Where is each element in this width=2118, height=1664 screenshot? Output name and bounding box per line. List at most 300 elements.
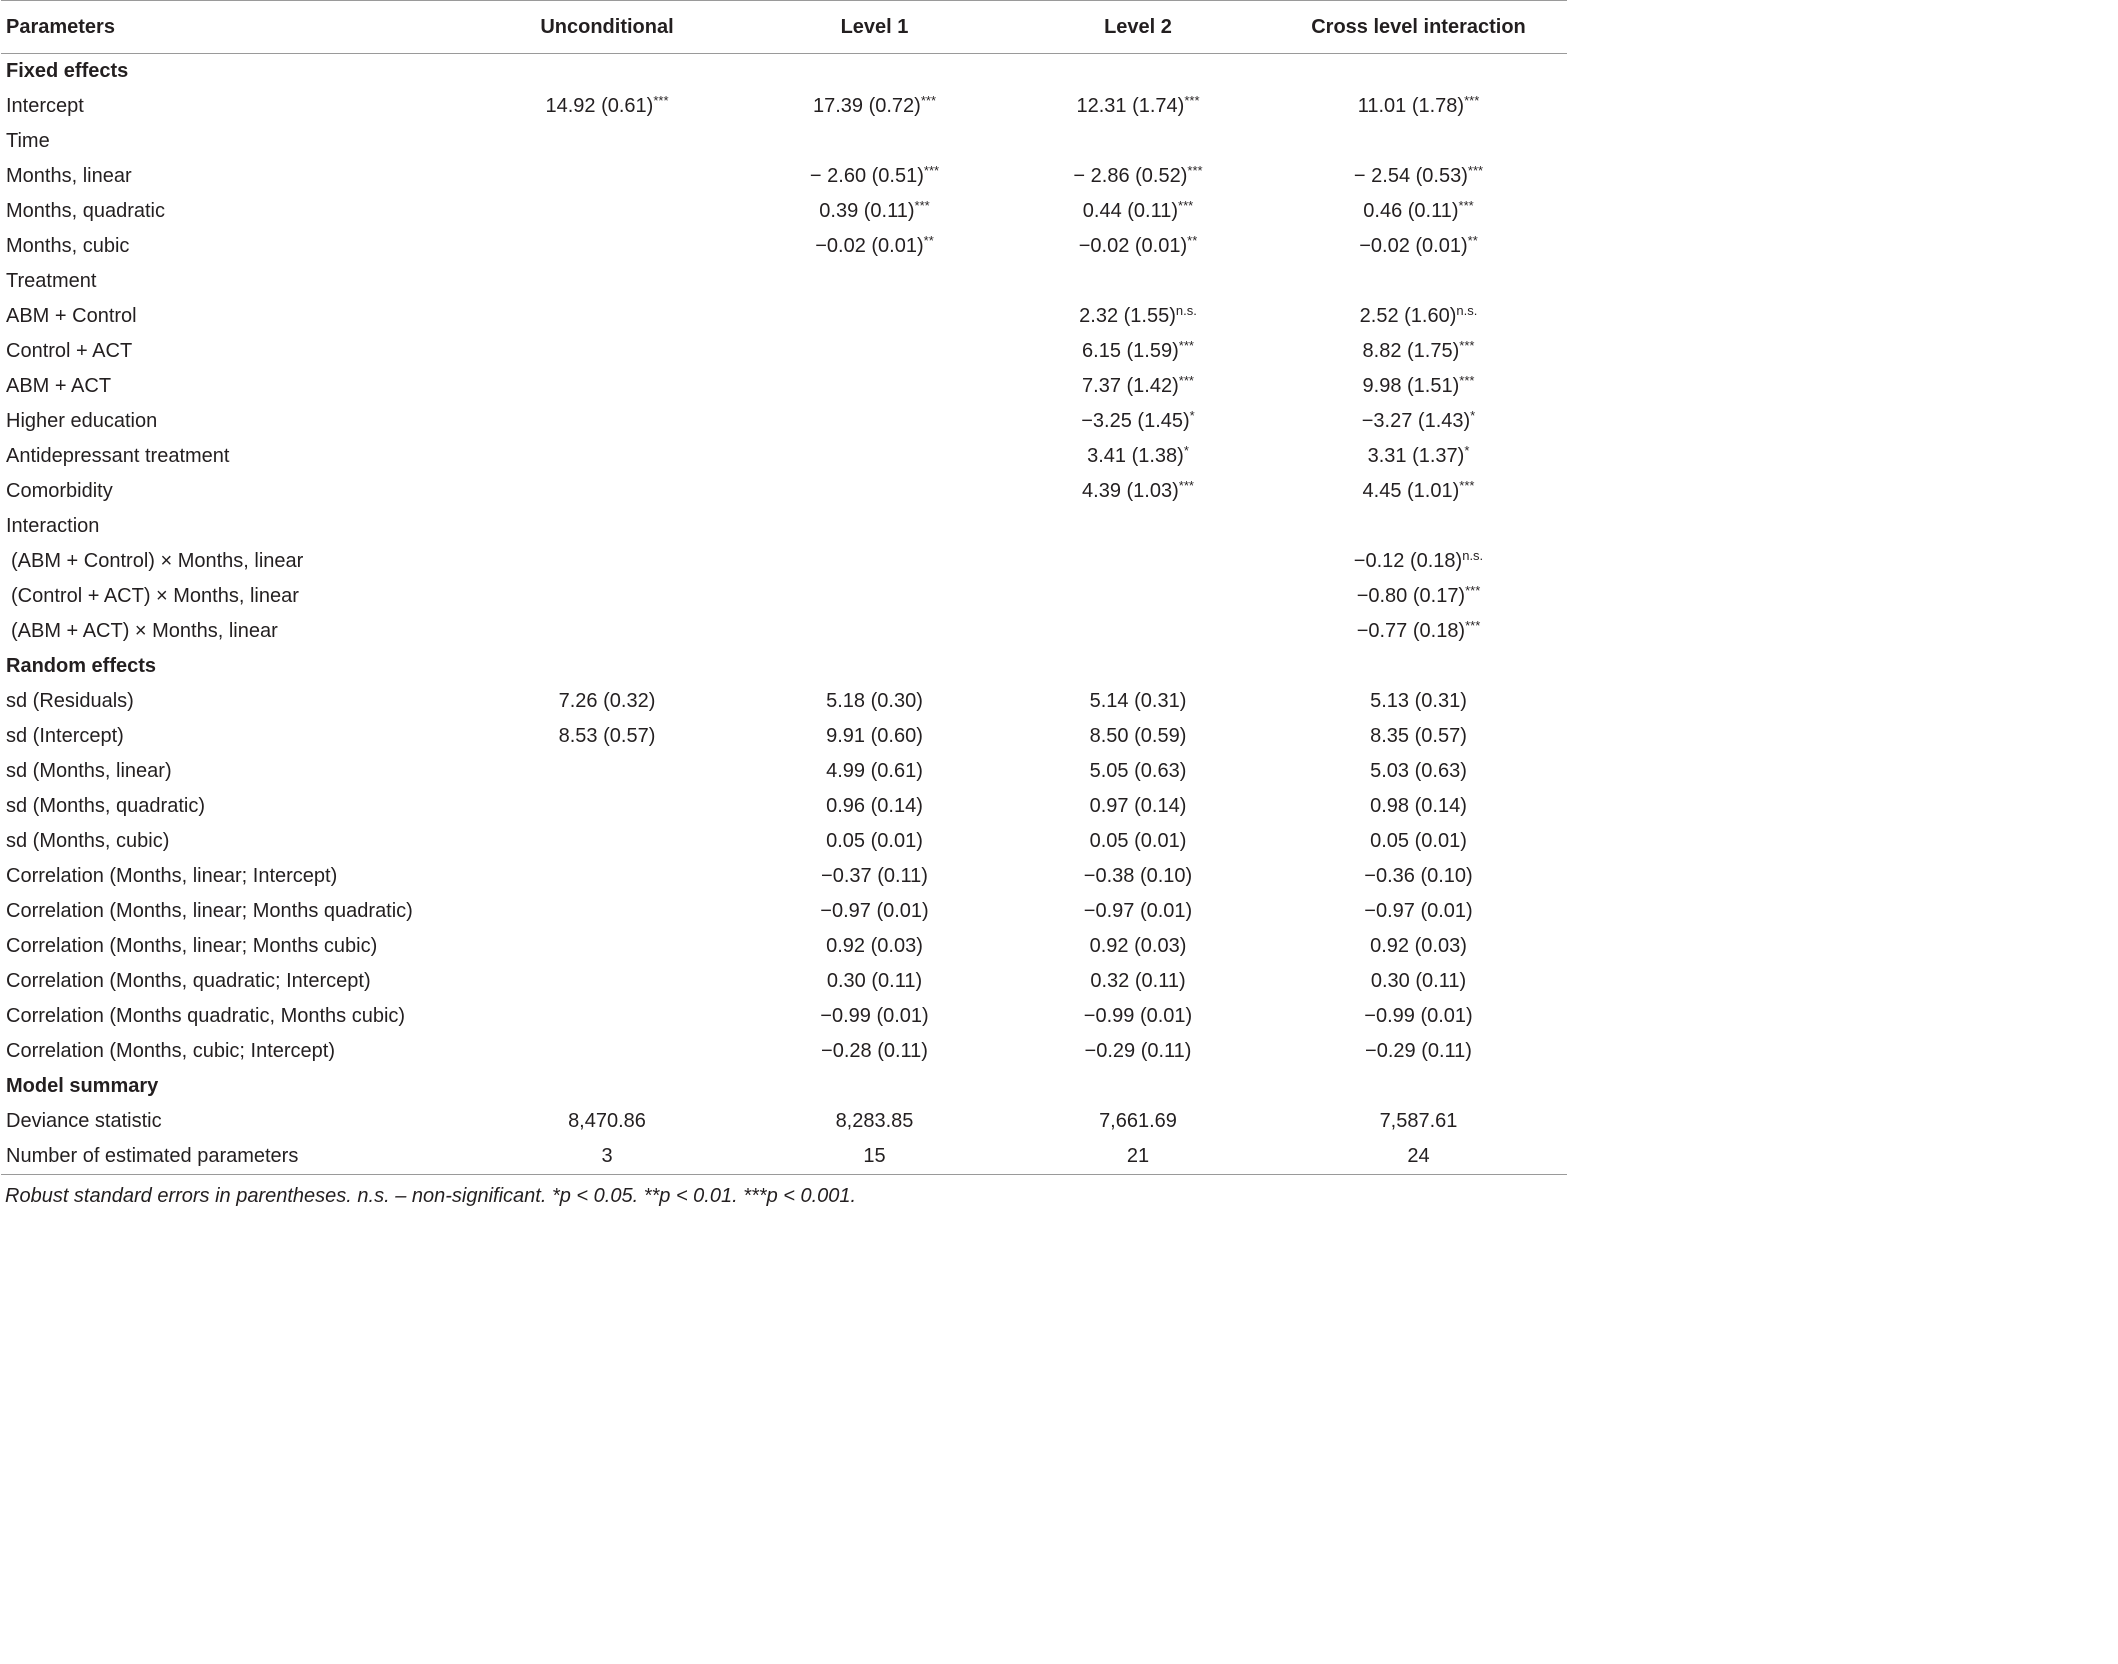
cell-level-1 xyxy=(743,859,1006,894)
cell-cross-level xyxy=(1270,614,1567,649)
table-row xyxy=(1,264,1567,299)
significance-marker: ** xyxy=(1187,233,1198,248)
table-row xyxy=(1,964,1567,999)
cell-value: 7.26 (0.32) xyxy=(558,690,656,712)
cell-value: 5.05 (0.63) xyxy=(1089,760,1187,782)
cell-value: − 2.86 (0.52)*** xyxy=(1073,163,1203,187)
cell-cross-level xyxy=(1270,754,1567,789)
cell-cross-level xyxy=(1270,299,1567,334)
cell-level-1 xyxy=(743,54,1006,90)
significance-marker: *** xyxy=(1459,373,1475,388)
cell-level-2 xyxy=(1006,124,1270,159)
cell-level-1 xyxy=(743,789,1006,824)
cell-value: 0.05 (0.01) xyxy=(1089,830,1187,852)
significance-marker: ** xyxy=(923,233,934,248)
table-body xyxy=(1,54,1567,1175)
cell-level-2 xyxy=(1006,1034,1270,1069)
row-label: (ABM + Control) × Months, linear xyxy=(11,550,304,572)
row-label: Control + ACT xyxy=(6,340,133,362)
cell-unconditional xyxy=(471,89,743,124)
cell-level-2 xyxy=(1006,159,1270,194)
table-row xyxy=(1,544,1567,579)
cell-unconditional xyxy=(471,964,743,999)
cell-unconditional xyxy=(471,334,743,369)
row-label: Correlation (Months, linear; Months cubic) xyxy=(6,935,378,957)
cell-value: 9.91 (0.60) xyxy=(826,725,923,747)
cell-value: 11.01 (1.78)*** xyxy=(1357,93,1480,117)
row-label: Treatment xyxy=(6,270,97,292)
table-row xyxy=(1,299,1567,334)
table-row xyxy=(1,369,1567,404)
cell-value: −0.02 (0.01)** xyxy=(815,233,934,257)
cell-value: 0.32 (0.11) xyxy=(1090,970,1186,992)
significance-marker: *** xyxy=(920,93,937,108)
cell-level-1 xyxy=(743,89,1006,124)
cell-cross-level xyxy=(1270,264,1567,299)
cell-value: 2.52 $(1.60)^{n.s.}$ xyxy=(1359,303,1478,327)
cell-value: 0.44 (0.11)*** xyxy=(1082,198,1194,222)
regression-table xyxy=(1,0,1567,1175)
cell-level-1 xyxy=(743,719,1006,754)
cell-unconditional xyxy=(471,1034,743,1069)
cell-value: 12.31 (1.74)*** xyxy=(1076,93,1200,117)
cell-value: 0.46 (0.11)*** xyxy=(1363,198,1474,222)
table-row xyxy=(1,1104,1567,1139)
cell-value: 14.92 (0.61)*** xyxy=(545,93,669,117)
table-row xyxy=(1,509,1567,544)
significance-marker: n.s. xyxy=(1175,303,1197,318)
cell-value: 5.13 (0.31) xyxy=(1370,690,1467,712)
significance-marker: *** xyxy=(1178,338,1194,353)
cell-value: −0.37 (0.11) xyxy=(821,865,928,887)
cell-level-2 xyxy=(1006,579,1270,614)
cell-unconditional xyxy=(471,369,743,404)
cell-level-2 xyxy=(1006,614,1270,649)
cell-unconditional xyxy=(471,789,743,824)
cell-unconditional xyxy=(471,404,743,439)
cell-level-1 xyxy=(743,369,1006,404)
cell-unconditional xyxy=(471,1139,743,1175)
cell-cross-level xyxy=(1270,194,1567,229)
row-label: Comorbidity xyxy=(6,480,113,502)
row-label: Number of estimated parameters xyxy=(1,1139,471,1175)
table-footnote: Robust standard errors in parentheses. n.s. – non-significant. *p < 0.05. **p < 0.01. ***p < 0.001. xyxy=(5,1185,857,1207)
cell-level-1 xyxy=(743,684,1006,719)
table-row xyxy=(1,439,1567,474)
cell-level-1 xyxy=(743,159,1006,194)
cell-level-2 xyxy=(1006,649,1270,684)
significance-marker: *** xyxy=(1459,478,1475,493)
cell-value: 8.82 (1.75)*** xyxy=(1362,338,1475,362)
cell-level-2 xyxy=(1006,964,1270,999)
cell-cross-level xyxy=(1270,89,1567,124)
cell-cross-level xyxy=(1270,649,1567,684)
cell-value: 0.96 (0.14) xyxy=(826,795,923,817)
cell-unconditional xyxy=(471,509,743,544)
header-parameters: Parameters xyxy=(1,1,471,54)
cell-value: 8,283.85 xyxy=(835,1110,914,1132)
cell-level-2 xyxy=(1006,89,1270,124)
section-row xyxy=(1,54,1567,90)
cell-unconditional xyxy=(471,649,743,684)
cell-value: −0.99 (0.01) xyxy=(1364,1005,1473,1027)
table-row xyxy=(1,789,1567,824)
row-label: Time xyxy=(6,130,50,152)
cell-cross-level xyxy=(1270,159,1567,194)
cell-level-2 xyxy=(1006,719,1270,754)
cell-level-2 xyxy=(1006,369,1270,404)
cell-unconditional xyxy=(471,299,743,334)
cell-value: −0.99 (0.01) xyxy=(820,1005,929,1027)
cell-cross-level xyxy=(1270,404,1567,439)
cell-value: 9.98 (1.51)*** xyxy=(1362,373,1475,397)
cell-cross-level xyxy=(1270,229,1567,264)
table-row xyxy=(1,404,1567,439)
table-row xyxy=(1,229,1567,264)
significance-marker: *** xyxy=(1464,93,1480,108)
cell-level-1 xyxy=(743,299,1006,334)
cell-value: 0.30 (0.11) xyxy=(1370,970,1467,992)
significance-marker: *** xyxy=(1178,373,1194,388)
cell-cross-level xyxy=(1270,999,1567,1034)
cell-value: 3 xyxy=(601,1145,613,1167)
cell-level-2 xyxy=(1006,999,1270,1034)
cell-cross-level xyxy=(1270,509,1567,544)
significance-marker: *** xyxy=(1467,163,1484,178)
cell-value: 17.39 (0.72)*** xyxy=(812,93,937,117)
significance-marker: * xyxy=(1464,443,1470,458)
cell-level-1 xyxy=(743,999,1006,1034)
cell-value: −0.99 (0.01) xyxy=(1083,1005,1193,1027)
cell-level-1 xyxy=(743,824,1006,859)
section-heading: Model summary xyxy=(6,1075,159,1097)
cell-value: 5.18 (0.30) xyxy=(826,690,923,712)
row-label: Higher education xyxy=(6,410,158,432)
cell-level-1 xyxy=(743,1034,1006,1069)
cell-level-2 xyxy=(1006,1069,1270,1104)
row-label: sd (Months, cubic) xyxy=(6,830,170,852)
table-header xyxy=(1,1,1567,54)
cell-level-1 xyxy=(743,754,1006,789)
cell-cross-level xyxy=(1270,964,1567,999)
cell-value: 6.15 (1.59)*** xyxy=(1082,338,1194,362)
cell-level-1 xyxy=(743,1104,1006,1139)
cell-unconditional xyxy=(471,859,743,894)
significance-marker: n.s. xyxy=(1462,548,1484,563)
cell-value: 5.03 (0.63) xyxy=(1370,760,1467,782)
cell-value: 3.41 (1.38)* xyxy=(1087,443,1189,467)
cell-value: 2.32 $(1.55)^{n.s.}$ xyxy=(1079,303,1197,327)
cell-unconditional xyxy=(471,54,743,90)
cell-cross-level xyxy=(1270,474,1567,509)
header-level-1: Level 1 xyxy=(743,1,1006,54)
cell-level-1 xyxy=(743,509,1006,544)
cell-cross-level xyxy=(1270,579,1567,614)
cell-unconditional xyxy=(471,824,743,859)
table-row xyxy=(1,194,1567,229)
cell-level-2 xyxy=(1006,509,1270,544)
cell-level-2 xyxy=(1006,1139,1270,1175)
cell-cross-level xyxy=(1270,929,1567,964)
cell-cross-level xyxy=(1270,544,1567,579)
cell-level-1 xyxy=(743,1139,1006,1175)
significance-marker: *** xyxy=(1465,583,1481,598)
table-row xyxy=(1,684,1567,719)
significance-marker: *** xyxy=(1465,618,1481,633)
cell-level-1 xyxy=(743,439,1006,474)
row-label: Intercept xyxy=(6,95,84,117)
cell-cross-level xyxy=(1270,824,1567,859)
cell-cross-level xyxy=(1270,124,1567,159)
significance-marker: *** xyxy=(1187,163,1203,178)
cell-level-2 xyxy=(1006,859,1270,894)
cell-cross-level xyxy=(1270,859,1567,894)
row-label: Months, quadratic xyxy=(6,200,165,222)
row-label: Months, cubic xyxy=(6,235,130,257)
cell-level-2 xyxy=(1006,789,1270,824)
cell-level-2 xyxy=(1006,1104,1270,1139)
table-row xyxy=(1,1139,1567,1175)
cell-level-1 xyxy=(743,334,1006,369)
table-row xyxy=(1,334,1567,369)
cell-value: 0.39 (0.11)*** xyxy=(819,198,930,222)
cell-cross-level xyxy=(1270,334,1567,369)
cell-value: 0.05 (0.01) xyxy=(1370,830,1467,852)
significance-marker: *** xyxy=(1459,338,1475,353)
cell-unconditional xyxy=(471,579,743,614)
cell-unconditional xyxy=(471,719,743,754)
significance-marker: *** xyxy=(1458,198,1474,213)
cell-unconditional xyxy=(471,264,743,299)
cell-value: −0.02 (0.01)** xyxy=(1359,233,1478,257)
significance-marker: * xyxy=(1183,443,1189,458)
cell-value: 15 xyxy=(863,1145,886,1167)
row-label: Correlation (Months, linear; Intercept) xyxy=(6,865,338,887)
significance-marker: *** xyxy=(923,163,940,178)
table-row xyxy=(1,159,1567,194)
cell-level-2 xyxy=(1006,544,1270,579)
row-label: Correlation (Months, quadratic; Intercept) xyxy=(6,970,371,992)
section-heading: Random effects xyxy=(6,655,157,677)
significance-marker: *** xyxy=(653,93,669,108)
cell-level-2 xyxy=(1006,929,1270,964)
cell-value: 7,661.69 xyxy=(1099,1110,1177,1132)
header-unconditional: Unconditional xyxy=(471,1,743,54)
row-label: Antidepressant treatment xyxy=(6,445,230,467)
cell-value: −0.80 (0.17)*** xyxy=(1356,583,1481,607)
cell-cross-level xyxy=(1270,1034,1567,1069)
cell-unconditional xyxy=(471,124,743,159)
cell-unconditional xyxy=(471,474,743,509)
cell-cross-level xyxy=(1270,54,1567,90)
table-row xyxy=(1,474,1567,509)
cell-unconditional xyxy=(471,754,743,789)
significance-marker: * xyxy=(1470,408,1476,423)
cell-value: −3.27 (1.43)* xyxy=(1361,408,1476,432)
cell-value: 0.92 (0.03) xyxy=(1089,935,1187,957)
cell-level-1 xyxy=(743,474,1006,509)
cell-level-2 xyxy=(1006,54,1270,90)
cell-level-2 xyxy=(1006,264,1270,299)
row-label: Deviance statistic xyxy=(6,1110,162,1132)
cell-value: −0.38 (0.10) xyxy=(1083,865,1193,887)
cell-value: 0.92 (0.03) xyxy=(826,935,923,957)
cell-level-1 xyxy=(743,1069,1006,1104)
header-cross-level-interaction: Cross level interaction xyxy=(1270,1,1567,54)
row-label: Interaction xyxy=(6,515,100,537)
row-label: (Control + ACT) × Months, linear xyxy=(11,585,299,607)
cell-value: −0.28 (0.11) xyxy=(821,1040,928,1062)
row-label: (ABM + ACT) × Months, linear xyxy=(11,620,278,642)
cell-value: 7,587.61 xyxy=(1379,1110,1458,1132)
cell-cross-level xyxy=(1270,684,1567,719)
cell-unconditional xyxy=(471,1069,743,1104)
cell-unconditional xyxy=(471,929,743,964)
table-row xyxy=(1,824,1567,859)
cell-level-2 xyxy=(1006,404,1270,439)
cell-unconditional xyxy=(471,194,743,229)
cell-cross-level xyxy=(1270,369,1567,404)
cell-value: −0.77 (0.18)*** xyxy=(1356,618,1481,642)
significance-marker: *** xyxy=(1178,198,1194,213)
cell-cross-level xyxy=(1270,789,1567,824)
table-row xyxy=(1,124,1567,159)
row-label: ABM + Control xyxy=(6,305,137,327)
cell-cross-level xyxy=(1270,1069,1567,1104)
cell-value: 7.37 (1.42)*** xyxy=(1082,373,1194,397)
table-row xyxy=(1,719,1567,754)
cell-cross-level xyxy=(1270,1104,1567,1139)
header-level-2: Level 2 xyxy=(1006,1,1270,54)
row-label: Correlation (Months quadratic, Months cubic) xyxy=(6,1005,406,1027)
table-row xyxy=(1,894,1567,929)
cell-value: 0.92 (0.03) xyxy=(1370,935,1467,957)
cell-level-1 xyxy=(743,194,1006,229)
cell-level-2 xyxy=(1006,474,1270,509)
cell-unconditional xyxy=(471,999,743,1034)
row-label: ABM + ACT xyxy=(6,375,112,397)
row-label: Correlation (Months, linear; Months quadratic) xyxy=(6,900,413,922)
cell-value: −3.25 (1.45)* xyxy=(1081,408,1195,432)
cell-level-1 xyxy=(743,929,1006,964)
cell-cross-level xyxy=(1270,894,1567,929)
cell-level-1 xyxy=(743,614,1006,649)
cell-level-1 xyxy=(743,264,1006,299)
cell-unconditional xyxy=(471,614,743,649)
cell-level-2 xyxy=(1006,894,1270,929)
cell-level-2 xyxy=(1006,439,1270,474)
row-label: sd (Months, quadratic) xyxy=(6,795,205,817)
table-row xyxy=(1,614,1567,649)
cell-level-1 xyxy=(743,964,1006,999)
cell-unconditional xyxy=(471,159,743,194)
cell-level-1 xyxy=(743,229,1006,264)
cell-unconditional xyxy=(471,544,743,579)
cell-unconditional xyxy=(471,439,743,474)
cell-level-2 xyxy=(1006,824,1270,859)
section-heading: Fixed effects xyxy=(6,60,129,82)
cell-value: −0.12 $(0.18)^{n.s.}$ xyxy=(1353,548,1484,572)
cell-value: −0.02 (0.01)** xyxy=(1078,233,1198,257)
cell-value: 8,470.86 xyxy=(568,1110,646,1132)
cell-level-1 xyxy=(743,404,1006,439)
cell-level-1 xyxy=(743,649,1006,684)
cell-value: −0.97 (0.01) xyxy=(820,900,929,922)
cell-value: 0.05 (0.01) xyxy=(826,830,923,852)
cell-level-2 xyxy=(1006,229,1270,264)
row-label: sd (Residuals) xyxy=(6,690,134,712)
cell-unconditional xyxy=(471,684,743,719)
cell-level-1 xyxy=(743,579,1006,614)
cell-value: −0.36 (0.10) xyxy=(1364,865,1473,887)
cell-value: − 2.60 (0.51)*** xyxy=(809,163,940,187)
table-row xyxy=(1,754,1567,789)
header-row xyxy=(1,1,1567,54)
cell-value: 0.97 (0.14) xyxy=(1089,795,1187,817)
section-row xyxy=(1,649,1567,684)
row-label: Correlation (Months, cubic; Intercept) xyxy=(6,1040,336,1062)
cell-value: 5.14 (0.31) xyxy=(1089,690,1187,712)
cell-value: −0.97 (0.01) xyxy=(1364,900,1473,922)
cell-level-1 xyxy=(743,544,1006,579)
cell-level-1 xyxy=(743,894,1006,929)
cell-level-2 xyxy=(1006,684,1270,719)
significance-marker: *** xyxy=(1184,93,1200,108)
table-row xyxy=(1,929,1567,964)
cell-value: −0.29 (0.11) xyxy=(1365,1040,1472,1062)
significance-marker: *** xyxy=(914,198,930,213)
cell-level-2 xyxy=(1006,334,1270,369)
cell-value: 4.39 (1.03)*** xyxy=(1082,478,1194,502)
cell-level-1 xyxy=(743,124,1006,159)
significance-marker: *** xyxy=(1178,478,1194,493)
cell-value: −0.29 (0.11) xyxy=(1084,1040,1192,1062)
cell-value: 24 xyxy=(1407,1145,1430,1167)
table-row xyxy=(1,579,1567,614)
section-row xyxy=(1,1069,1567,1104)
cell-level-2 xyxy=(1006,754,1270,789)
cell-unconditional xyxy=(471,229,743,264)
cell-level-2 xyxy=(1006,194,1270,229)
row-label: sd (Months, linear) xyxy=(6,760,172,782)
cell-value: 0.98 (0.14) xyxy=(1370,795,1467,817)
table-row xyxy=(1,859,1567,894)
table-row xyxy=(1,89,1567,124)
cell-cross-level xyxy=(1270,1139,1567,1175)
cell-value: − 2.54 (0.53)*** xyxy=(1353,163,1484,187)
cell-cross-level xyxy=(1270,439,1567,474)
cell-level-2 xyxy=(1006,299,1270,334)
row-label: Months, linear xyxy=(6,165,132,187)
significance-marker: * xyxy=(1189,408,1195,423)
cell-value: 8.50 (0.59) xyxy=(1089,725,1187,747)
cell-value: 3.31 (1.37)* xyxy=(1367,443,1470,467)
cell-value: 8.35 (0.57) xyxy=(1370,725,1467,747)
table-row xyxy=(1,1034,1567,1069)
cell-value: 4.99 (0.61) xyxy=(826,760,923,782)
cell-cross-level xyxy=(1270,719,1567,754)
significance-marker: ** xyxy=(1467,233,1478,248)
cell-value: 8.53 (0.57) xyxy=(558,725,656,747)
significance-marker: n.s. xyxy=(1456,303,1478,318)
table-row xyxy=(1,999,1567,1034)
row-label: sd (Intercept) xyxy=(6,725,124,747)
cell-value: 0.30 (0.11) xyxy=(826,970,923,992)
cell-value: −0.97 (0.01) xyxy=(1083,900,1193,922)
cell-unconditional xyxy=(471,1104,743,1139)
cell-value: 21 xyxy=(1126,1145,1150,1167)
cell-unconditional xyxy=(471,894,743,929)
